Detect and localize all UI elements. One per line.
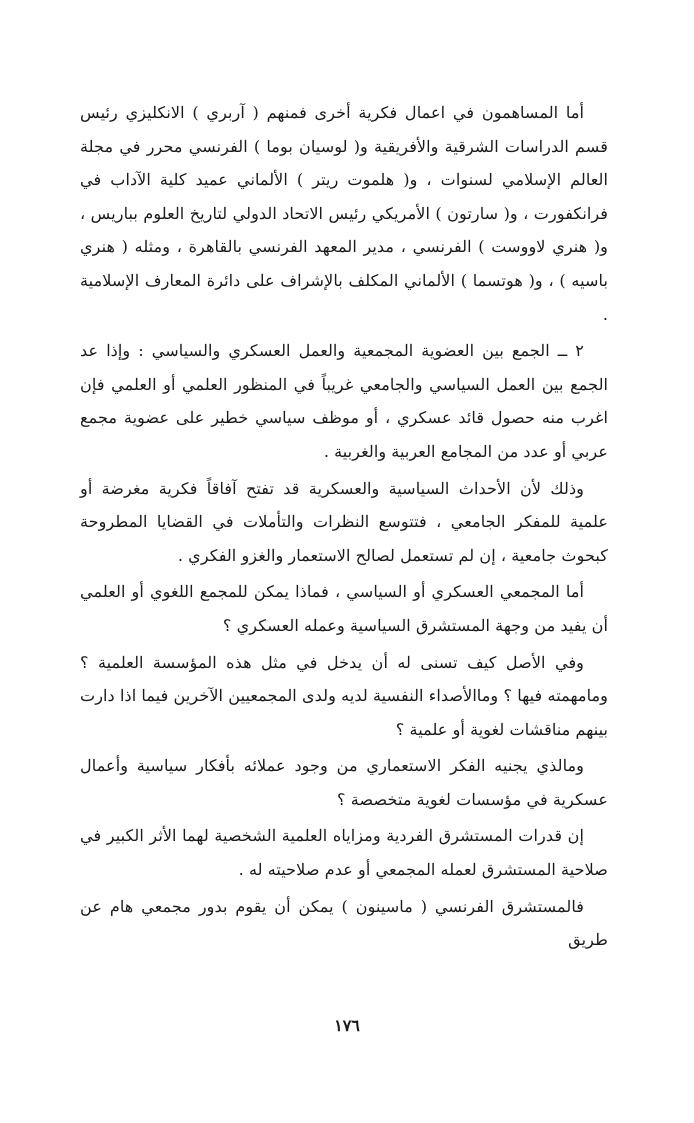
paragraph-origin-question: وفي الأصل كيف تسنى له أن يدخل في مثل هذه المؤسسة العلمية ؟ ومامهمته فيها ؟ وماالأصداء النفسية لديه ولدى المجمعيين الآخرين فيما اذا دارت بينهم مناقشات لغوية أو علمية ؟ bbox=[80, 652, 608, 739]
paragraph-abilities: إن قدرات المستشرق الفردية ومزاياه العلمية الشخصية لهما الأثر الكبير في صلاحية المستشرق لعمله المجمعي أو عدم صلاحيته له . bbox=[80, 826, 608, 880]
paragraph-military-academic: أما المجمعي العسكري أو السياسي ، فماذا يمكن للمجمع اللغوي أو العلمي أن يفيد من وجهة المستشرق السياسية وعمله العسكري ؟ bbox=[80, 582, 608, 635]
paragraph-contributors: أما المساهمون في اعمال فكرية أخرى فمنهم ( آربري ) الانكليزي رئيس قسم الدراسات الشرقية والأفريقية و( لوسيان بوما ) الفرنسي محرر في مجلة العالم الإسلامي لسنوات ، و( هلموت ريتر ) الألماني عميد كلية الآداب في فرانكفورت ، و( سارتون ) الأمريكي رئيس الاتحاد الدولي لتاريخ العلوم بباريس ، و( هنري لاووست ) الفرنسي ، مدير المعهد الفرنسي بالقاهرة ، ومثله ( هنري باسيه ) ، و( هوتسما ) الألماني المكلف بالإشراف على دائرة المعارف الإسلامية . bbox=[80, 103, 608, 324]
paragraph-events-horizons: وذلك لأن الأحداث السياسية والعسكرية قد تفتح آفاقاً فكرية مغرضة أو علمية للمفكر الجامعي ، فتتوسع النظرات والتأملات في القضايا المطروحة كبحوث جامعية ، إن لم تستعمل لصالح الاستعمار والغزو الفكري . bbox=[80, 478, 608, 565]
paragraph-massignon: فالمستشرق الفرنسي ( ماسينون ) يمكن أن يقوم بدور مجمعي هام عن طريق bbox=[80, 896, 608, 950]
body-text bbox=[80, 96, 608, 960]
page-number: ١٧٦ bbox=[334, 1016, 360, 1035]
paragraph-military-political: ٢ ــ الجمع بين العضوية المجمعية والعمل العسكري والسياسي : وإذا عد الجمع بين العمل السياسي والجامعي غريباً في المنظور العلمي أو العلمي فإن اغرب منه حصول قائد عسكري ، أو موظف سياسي خطير على عضوية مجمع عربي أو عدد من المجامع العربية والغربية . bbox=[80, 341, 608, 461]
paragraph-colonial-thought: ومالذي يجنيه الفكر الاستعماري من وجود عملائه بأفكار سياسية وأعمال عسكرية في مؤسسات لغوية متخصصة ؟ bbox=[80, 756, 608, 809]
